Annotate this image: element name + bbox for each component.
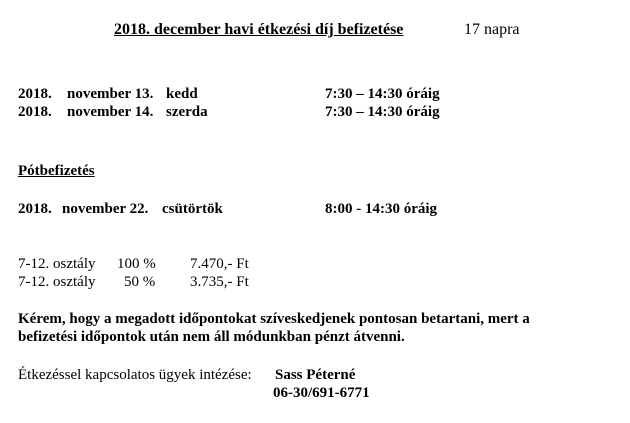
fee-1-grade: 7-12. osztály xyxy=(18,256,96,272)
request-line-2: befizetési időpontok után nem áll módunkban pénzt átvenni. xyxy=(18,329,405,345)
payment-date-1-date: november 13. xyxy=(67,86,154,102)
request-line-1: Kérem, hogy a megadott időpontokat szíveskedjenek pontosan betartani, mert a xyxy=(18,311,530,327)
title-days: 17 napra xyxy=(464,21,520,38)
fee-2-percent: 50 % xyxy=(124,274,156,290)
payment-date-2-time: 7:30 – 14:30 óráig xyxy=(325,104,440,120)
contact-phone: 06-30/691-6771 xyxy=(273,385,370,401)
fee-2-grade: 7-12. osztály xyxy=(18,274,96,290)
payment-date-2-date: november 14. xyxy=(67,104,154,120)
payment-date-1-year: 2018. xyxy=(18,86,52,102)
fee-2-amount: 3.735,- Ft xyxy=(190,274,249,290)
fee-1-percent: 100 % xyxy=(117,256,156,272)
payment-date-1-day: kedd xyxy=(166,86,198,102)
late-payment-year: 2018. xyxy=(18,201,52,217)
payment-date-1-time: 7:30 – 14:30 óráig xyxy=(325,86,440,102)
page-title: 2018. december havi étkezési díj befizetése xyxy=(114,21,404,38)
contact-name: Sass Péterné xyxy=(275,367,356,383)
fee-1-amount: 7.470,- Ft xyxy=(190,256,249,272)
contact-label: Étkezéssel kapcsolatos ügyek intézése: xyxy=(18,367,252,383)
late-payment-day: csütörtök xyxy=(162,201,223,217)
late-payment-heading: Pótbefizetés xyxy=(18,163,95,179)
payment-date-2-year: 2018. xyxy=(18,104,52,120)
late-payment-time: 8:00 - 14:30 óráig xyxy=(325,201,438,217)
payment-date-2-day: szerda xyxy=(166,104,208,120)
late-payment-date: november 22. xyxy=(62,201,149,217)
